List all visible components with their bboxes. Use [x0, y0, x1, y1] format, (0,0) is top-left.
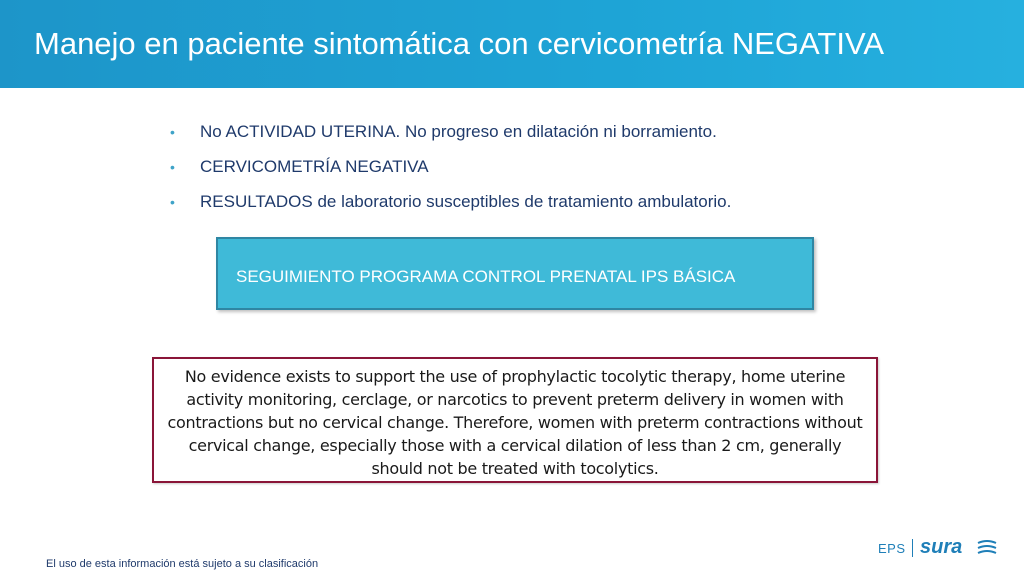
evidence-text: No evidence exists to support the use of prophylactic tocolytic therapy, home uterine activity monitoring, cerclage, or narcotics to prevent preterm delivery in women with contractions but no cervical change. Therefore, women with preterm contractions without cervical change, especially those with a cervical dilation of less than 2 cm, generally should not be treated with tocolytics. [167, 367, 863, 478]
bullet-text: No ACTIVIDAD UTERINA. No progreso en dilatación ni borramiento. [200, 122, 717, 141]
bullet-item [170, 188, 870, 223]
title-bar [0, 0, 1024, 88]
bullet-item [170, 118, 870, 153]
bullet-marker: • [170, 194, 175, 210]
classification-footer-note: El uso de esta información está sujeto a su clasificación [46, 558, 319, 570]
bullet-text: CERVICOMETRÍA NEGATIVA [200, 157, 429, 176]
sura-wave-icon [976, 539, 998, 557]
bullet-marker: • [170, 124, 175, 140]
page-title: Manejo en paciente sintomática con cervicometría NEGATIVA [34, 26, 885, 61]
eps-sura-logo [878, 536, 998, 560]
bullet-marker: • [170, 159, 175, 175]
follow-up-callout-box [216, 237, 814, 310]
logo-eps-text: EPS [878, 541, 906, 556]
evidence-quote-box [152, 357, 878, 483]
logo-sura-text: sura [920, 536, 963, 558]
logo-divider [912, 539, 913, 557]
bullet-text: RESULTADOS de laboratorio susceptibles de tratamiento ambulatorio. [200, 192, 732, 211]
bullet-item [170, 153, 870, 188]
callout-text: SEGUIMIENTO PROGRAMA CONTROL PRENATAL IPS BÁSICA [236, 267, 736, 286]
bullet-list [170, 118, 870, 223]
